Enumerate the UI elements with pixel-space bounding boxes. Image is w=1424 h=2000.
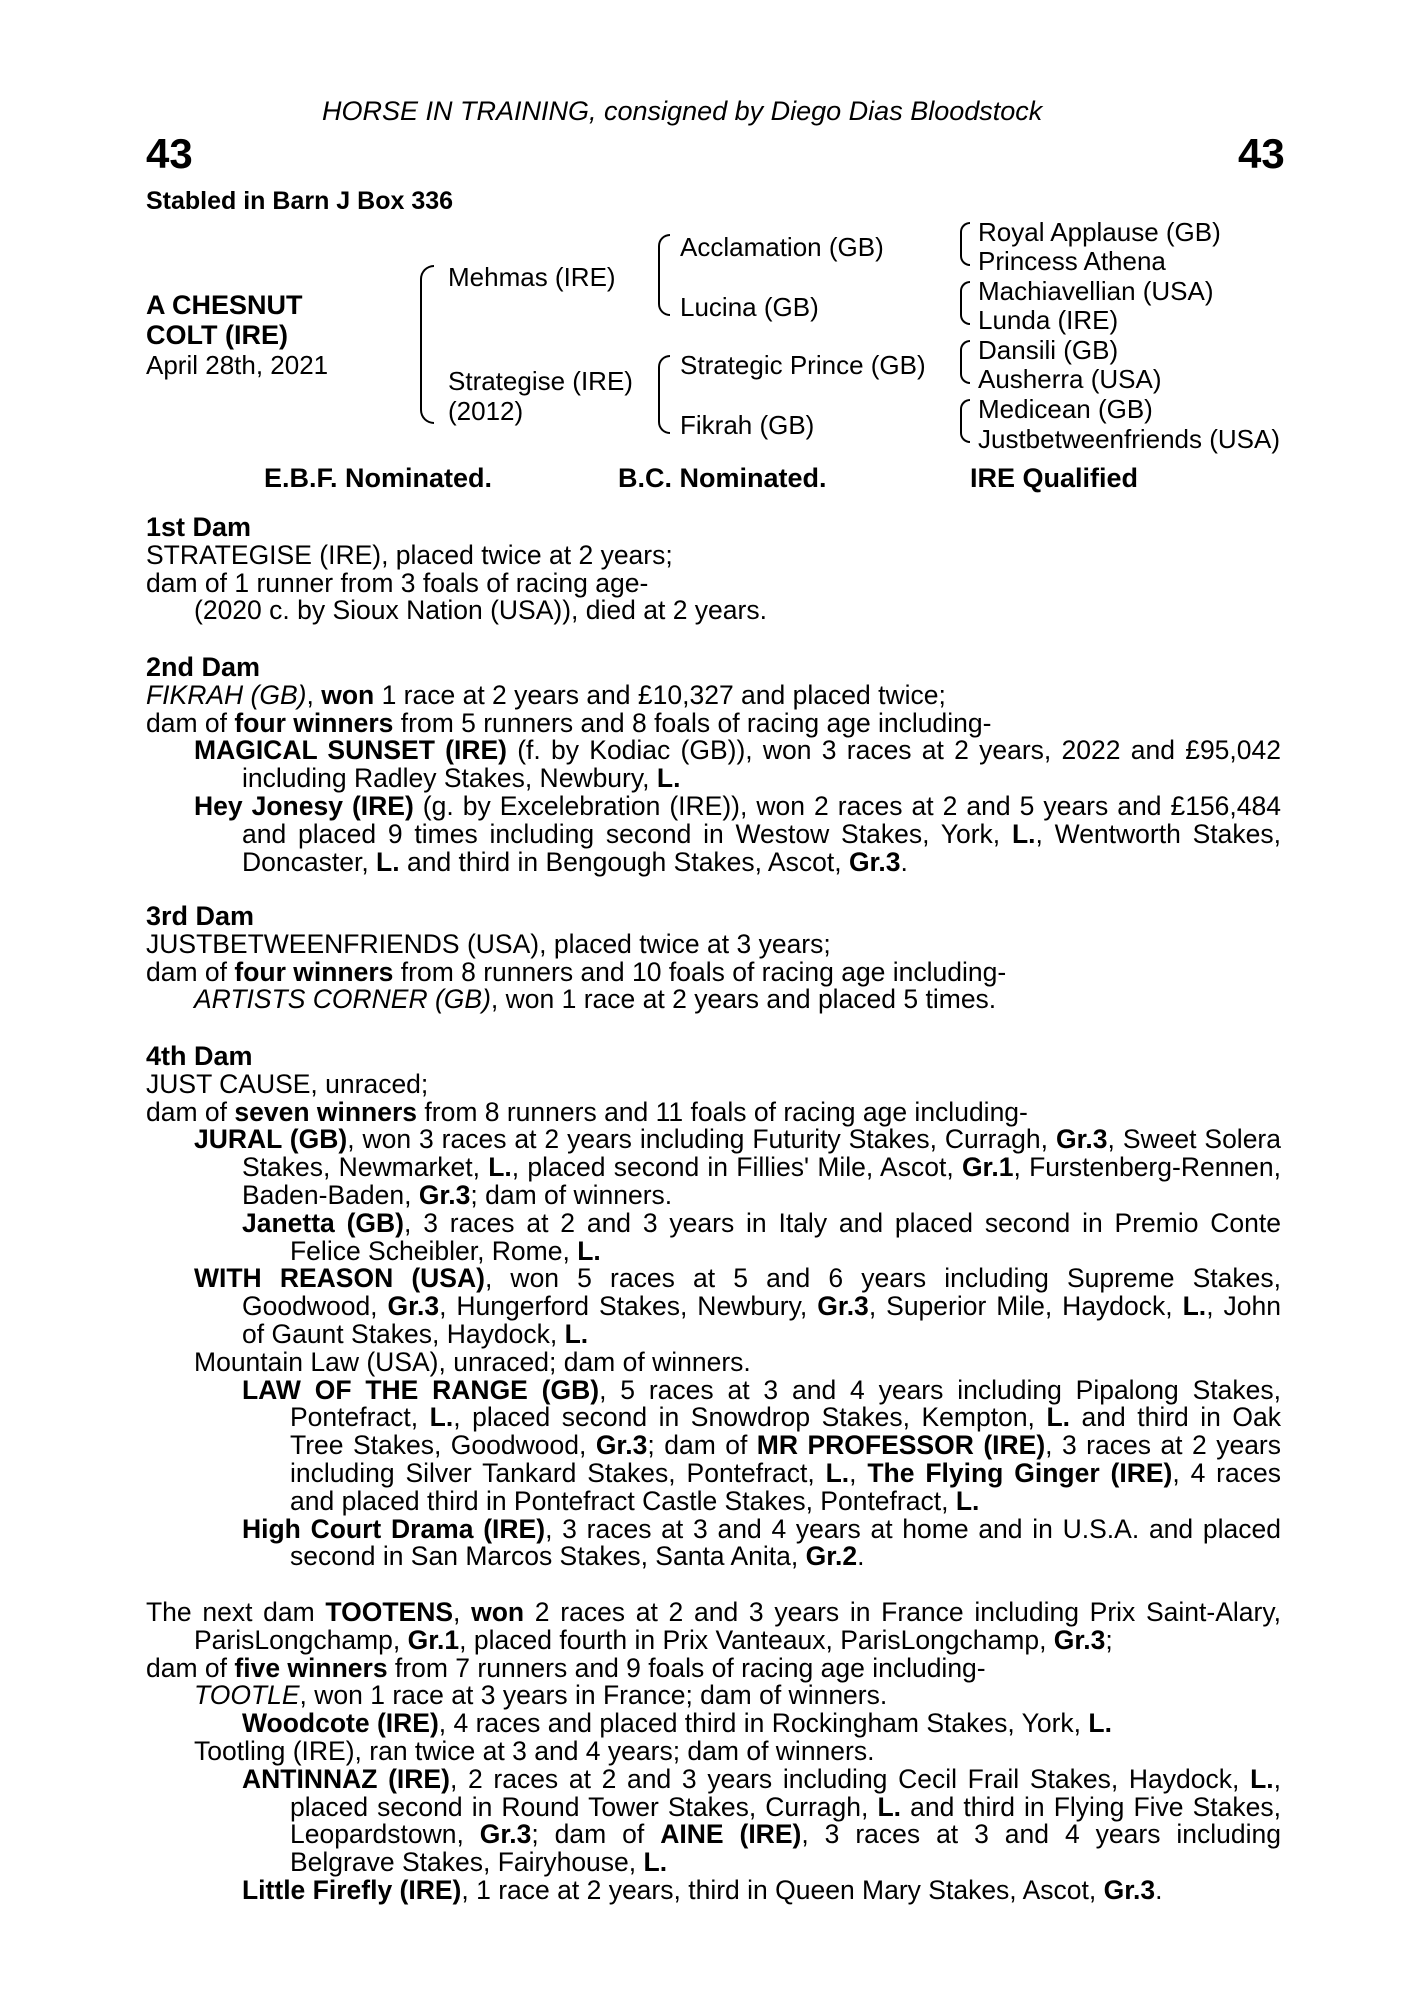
- produce-entry: JURAL (GB), won 3 races at 2 years including Futurity Stakes, Curragh, Gr.3, Sweet Solera Stakes, Newmarket, L., placed second in Fillies' Mile, Ascot, Gr.1, Furstenberg-Rennen, Baden-Baden, Gr.3; dam of winners.: [194, 1124, 1282, 1210]
- pedigree-dam: Strategise (IRE): [448, 366, 633, 396]
- second-dam-line2: dam of four winners from 5 runners and 8 foals of racing age including-: [146, 707, 992, 738]
- pedigree-brace-g4-3: [960, 340, 970, 384]
- second-dam-name: FIKRAH (GB): [146, 679, 307, 710]
- won-label: won: [321, 679, 375, 710]
- horse-description-line2: COLT (IRE): [146, 320, 288, 350]
- horse-description-line1: A CHESNUT: [146, 290, 303, 320]
- produce-entry: Little Firefly (IRE), 1 race at 2 years, third in Queen Mary Stakes, Ascot, Gr.3.: [242, 1874, 1163, 1905]
- pedigree-g4-5: Dansili (GB): [978, 335, 1119, 365]
- pedigree-g4-7: Medicean (GB): [978, 394, 1153, 424]
- second-dam-heading: 2nd Dam: [146, 652, 261, 682]
- next-dam-section: [146, 1599, 1281, 1905]
- produce-entry: ANTINNAZ (IRE), 2 races at 2 and 3 years including Cecil Frail Stakes, Haydock, L., placed second in Round Tower Stakes, Curragh, L. and third in Flying Five Stakes, Leopardstown, Gr.3; dam of AINE (IRE), 3 races at 3 and 4 years including Belgrave Stakes, Fairyhouse, L.: [242, 1763, 1281, 1878]
- stabling-info: Stabled in Barn J Box 336: [146, 187, 454, 215]
- third-dam-line1: JUSTBETWEENFRIENDS (USA), placed twice at 3 years;: [146, 928, 831, 959]
- fourth-dam-heading: 4th Dam: [146, 1041, 253, 1071]
- produce-entry: Hey Jonesy (IRE) (g. by Excelebration (IRE)), won 2 races at 2 and 5 years and £156,484 and placed 9 times including second in Westow Stakes, York, L., Wentworth Stakes, Doncaster, L. and third in Bengough Stakes, Ascot, Gr.3.: [194, 790, 1281, 877]
- fourth-dam-line1: JUST CAUSE, unraced;: [146, 1068, 429, 1099]
- pedigree-brace-g4-2: [960, 281, 970, 325]
- winners-count: seven winners: [234, 1096, 418, 1127]
- pedigree-dam-year: (2012): [448, 396, 524, 426]
- produce-name: High Court Drama (IRE): [242, 1513, 546, 1544]
- produce-name: ARTISTS CORNER (GB): [194, 984, 491, 1015]
- produce-name: LAW OF THE RANGE (GB): [242, 1374, 600, 1405]
- produce-entry: TOOTLE, won 1 race at 3 years in France; dam of winners.: [194, 1680, 888, 1711]
- third-dam-line2: dam of four winners from 8 runners and 10 foals of racing age including-: [146, 956, 1007, 987]
- winners-count: five winners: [234, 1652, 388, 1683]
- produce-entry: Tootling (IRE), ran twice at 3 and 4 years; dam of winners.: [194, 1735, 875, 1766]
- produce-name: Little Firefly (IRE): [242, 1874, 462, 1905]
- first-dam-heading: 1st Dam: [146, 512, 252, 542]
- next-dam-name: TOOTENS: [325, 1597, 454, 1627]
- produce-entry: High Court Drama (IRE), 3 races at 3 and 4 years at home and in U.S.A. and placed second in San Marcos Stakes, Santa Anita, Gr.2.: [242, 1513, 1281, 1572]
- produce-name: Janetta (GB): [242, 1207, 405, 1238]
- pedigree-g4-8: Justbetweenfriends (USA): [978, 424, 1281, 454]
- ebf-nomination: E.B.F. Nominated.: [264, 463, 493, 493]
- first-dam-line2: dam of 1 runner from 3 foals of racing age-: [146, 567, 649, 598]
- pedigree-brace-g4-1: [960, 222, 970, 266]
- produce-entry: MAGICAL SUNSET (IRE) (f. by Kodiac (GB)), won 3 races at 2 years, 2022 and £95,042 including Radley Stakes, Newbury, L.: [194, 735, 1281, 794]
- third-dam-heading: 3rd Dam: [146, 901, 255, 931]
- produce-name: JURAL (GB): [194, 1124, 348, 1155]
- winners-count: four winners: [234, 707, 394, 738]
- pedigree-g4-3: Machiavellian (USA): [978, 276, 1214, 306]
- produce-name: MAGICAL SUNSET (IRE): [194, 735, 507, 766]
- produce-name: ANTINNAZ (IRE): [242, 1763, 450, 1794]
- first-dam-line1: STRATEGISE (IRE), placed twice at 2 years;: [146, 539, 673, 570]
- pedigree-dam-sire: Strategic Prince (GB): [680, 350, 926, 380]
- pedigree-g4-6: Ausherra (USA): [978, 364, 1162, 394]
- ire-qualified: IRE Qualified: [970, 463, 1139, 493]
- lot-number-right: 43: [1238, 130, 1285, 177]
- next-dam-line1: The next dam TOOTENS, won 2 races at 2 and 3 years in France including Prix Saint-Alary, ParisLongchamp, Gr.1, placed fourth in Prix Vanteaux, ParisLongchamp, Gr.3;: [146, 1597, 1282, 1655]
- pedigree-brace-gen1: [420, 265, 434, 424]
- pedigree-brace-dam: [658, 355, 670, 434]
- produce-entry: LAW OF THE RANGE (GB), 5 races at 3 and 4 years including Pipalong Stakes, Pontefract, L., placed second in Snowdrop Stakes, Kempton, L. and third in Oak Tree Stakes, Goodwood, Gr.3; dam of MR PROFESSOR (IRE), 3 races at 2 years including Silver Tankard Stakes, Pontefract, L., The Flying Ginger (IRE), 4 races and placed third in Pontefract Castle Stakes, Pontefract, L.: [242, 1374, 1282, 1516]
- bc-nomination: B.C. Nominated.: [618, 463, 827, 493]
- pedigree-brace-g4-4: [960, 399, 970, 443]
- produce-entry: ARTISTS CORNER (GB), won 1 race at 2 years and placed 5 times.: [194, 984, 997, 1015]
- pedigree-g4-1: Royal Applause (GB): [978, 217, 1221, 247]
- third-dam-section: [146, 903, 1281, 1014]
- pedigree-brace-sire: [658, 234, 670, 316]
- pedigree-sire-sire: Acclamation (GB): [680, 232, 884, 262]
- pedigree-g4-4: Lunda (IRE): [978, 305, 1119, 335]
- produce-name: WITH REASON (USA): [194, 1263, 485, 1294]
- winners-count: four winners: [234, 956, 394, 987]
- pedigree-sire-dam: Lucina (GB): [680, 292, 819, 322]
- produce-entry: WITH REASON (USA), won 5 races at 5 and 6 years including Supreme Stakes, Goodwood, Gr.3, Hungerford Stakes, Newbury, Gr.3, Superior Mile, Haydock, L., John of Gaunt Stakes, Haydock, L.: [194, 1263, 1281, 1349]
- lot-number-left: 43: [146, 130, 193, 177]
- fourth-dam-section: [146, 1043, 1281, 1571]
- produce-entry: Woodcote (IRE), 4 races and placed third in Rockingham Stakes, York, L.: [242, 1708, 1112, 1739]
- pedigree-g4-2: Princess Athena: [978, 246, 1166, 276]
- pedigree-dam-dam: Fikrah (GB): [680, 410, 815, 440]
- catalogue-header: HORSE IN TRAINING, consigned by Diego Dias Bloodstock: [322, 96, 1043, 126]
- foaling-date: April 28th, 2021: [146, 350, 329, 380]
- second-dam-section: [146, 654, 1281, 876]
- produce-name: Woodcote (IRE): [242, 1708, 439, 1739]
- fourth-dam-line2: dam of seven winners from 8 runners and 11 foals of racing age including-: [146, 1096, 1028, 1127]
- produce-entry: Mountain Law (USA), unraced; dam of winners.: [194, 1346, 751, 1377]
- produce-name: Hey Jonesy (IRE): [194, 790, 414, 821]
- produce-name: TOOTLE: [194, 1680, 300, 1711]
- next-dam-line2: dam of five winners from 7 runners and 9 foals of racing age including-: [146, 1652, 986, 1683]
- second-dam-line1: FIKRAH (GB), won 1 race at 2 years and £10,327 and placed twice;: [146, 679, 946, 710]
- first-dam-produce: (2020 c. by Sioux Nation (USA)), died at 2 years.: [194, 595, 767, 626]
- first-dam-section: [146, 514, 1281, 625]
- pedigree-sire: Mehmas (IRE): [448, 262, 616, 292]
- produce-entry: Janetta (GB), 3 races at 2 and 3 years in Italy and placed second in Premio Conte Felice Scheibler, Rome, L.: [242, 1207, 1281, 1266]
